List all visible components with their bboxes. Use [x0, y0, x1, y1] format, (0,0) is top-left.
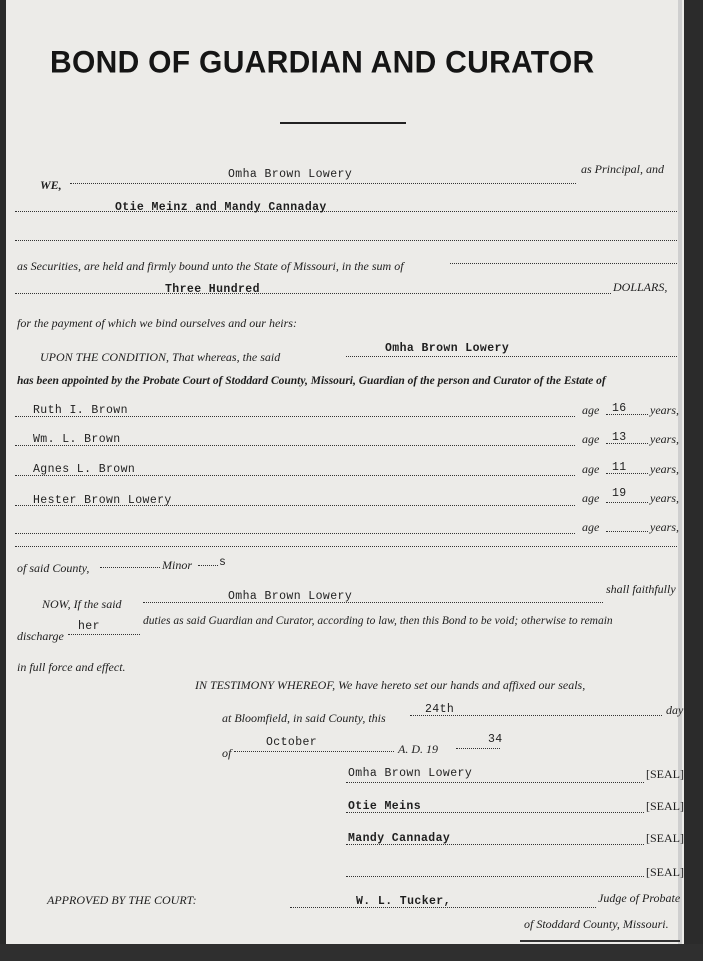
- principal-line: [70, 183, 576, 184]
- scan-edge-right: [684, 0, 703, 961]
- sum-line: [15, 293, 611, 294]
- blank-line-2: [15, 546, 677, 547]
- age-label-1: age: [582, 403, 600, 417]
- condition-text: UPON THE CONDITION, That whereas, the said: [40, 350, 281, 364]
- bottom-rule: [520, 940, 680, 942]
- years-label-4: years,: [650, 491, 679, 505]
- signature-1: Omha Brown Lowery: [348, 767, 473, 780]
- appointed-text: has been appointed by the Probate Court of Stoddard County, Missouri, Guardian of the person and Curator of the Estate of: [17, 375, 606, 387]
- now-said-name: Omha Brown Lowery: [228, 590, 353, 603]
- years-label-5: years,: [650, 520, 679, 534]
- testimony-text: IN TESTIMONY WHEREOF, We have hereto set our hands and affixed our seals,: [195, 678, 586, 692]
- minor-name-4: Hester Brown Lowery: [33, 494, 172, 507]
- minor-age-2: 13: [612, 431, 627, 444]
- sum-line-top: [450, 263, 677, 264]
- duties-text: duties as said Guardian and Curator, according to law, then this Bond to be void; otherwise to remain: [143, 615, 613, 627]
- day-value: 24th: [425, 703, 455, 716]
- shall-faithfully: shall faithfully: [606, 582, 676, 596]
- scan-edge-bottom: [0, 944, 703, 961]
- title-rule: [280, 122, 406, 124]
- as-principal-label: as Principal, and: [581, 162, 664, 176]
- minor-age-3: 11: [612, 461, 627, 474]
- we-label: WE,: [40, 178, 62, 192]
- discharge-label: discharge: [17, 629, 64, 643]
- minor-age-4: 19: [612, 487, 627, 500]
- blank-line-1: [15, 240, 677, 241]
- of-label: of: [222, 746, 232, 760]
- years-label-1: years,: [650, 403, 679, 417]
- age-label-2: age: [582, 432, 600, 446]
- minor-line-5: [15, 533, 575, 534]
- signature-line-4: [346, 876, 644, 877]
- minor-age-1: 16: [612, 402, 627, 415]
- age-label-4: age: [582, 491, 600, 505]
- scan-edge-right-light: [678, 0, 682, 961]
- day-label: day: [666, 703, 684, 717]
- securities-text: as Securities, are held and firmly bound unto the State of Missouri, in the sum of: [17, 259, 404, 273]
- said-line: [346, 356, 677, 357]
- at-bloomfield-text: at Bloomfield, in said County, this: [222, 711, 386, 725]
- month-line: [234, 751, 394, 752]
- county-text: of Stoddard County, Missouri.: [524, 917, 669, 931]
- signature-line-1: [346, 782, 644, 783]
- now-said-line: [143, 602, 603, 603]
- seal-label-1: [SEAL]: [646, 767, 684, 781]
- ad-label: A. D. 19: [398, 742, 438, 756]
- signature-2: Otie Meins: [348, 800, 422, 813]
- seal-label-2: [SEAL]: [646, 799, 684, 813]
- full-force-text: in full force and effect.: [17, 660, 126, 674]
- signature-3: Mandy Cannaday: [348, 832, 451, 845]
- judge-name: W. L. Tucker,: [356, 895, 451, 908]
- age-line-5: [606, 531, 648, 532]
- scan-edge-left: [0, 0, 6, 961]
- approved-text: APPROVED BY THE COURT:: [47, 893, 197, 907]
- securities-names: Otie Meinz and Mandy Cannaday: [115, 201, 327, 214]
- minor-suffix: s: [219, 556, 227, 569]
- minor-suffix-line: [198, 565, 218, 566]
- seal-label-4: [SEAL]: [646, 865, 684, 879]
- seal-label-3: [SEAL]: [646, 831, 684, 845]
- payment-text: for the payment of which we bind ourselves and our heirs:: [17, 316, 297, 330]
- judge-text: Judge of Probate: [598, 891, 681, 905]
- now-text: NOW, If the said: [42, 597, 122, 611]
- pronoun-line: [68, 634, 140, 635]
- years-label-3: years,: [650, 462, 679, 476]
- minor-name-2: Wm. L. Brown: [33, 433, 121, 446]
- minor-name-3: Agnes L. Brown: [33, 463, 136, 476]
- of-said-county: of said County,: [17, 561, 90, 575]
- said-name: Omha Brown Lowery: [385, 342, 510, 355]
- dollars-label: DOLLARS,: [613, 280, 668, 294]
- principal-name: Omha Brown Lowery: [228, 168, 353, 181]
- month-value: October: [266, 736, 318, 749]
- sum-value: Three Hundred: [165, 283, 260, 296]
- county-line: [100, 567, 160, 568]
- document-title: BOND OF GUARDIAN AND CURATOR: [50, 45, 595, 80]
- pronoun-value: her: [78, 620, 100, 633]
- age-label-5: age: [582, 520, 600, 534]
- minor-name-1: Ruth I. Brown: [33, 404, 128, 417]
- age-line-4: [606, 502, 648, 503]
- year-line: [456, 748, 500, 749]
- years-label-2: years,: [650, 432, 679, 446]
- year-value: 34: [488, 733, 503, 746]
- minor-label: Minor: [162, 558, 192, 572]
- age-label-3: age: [582, 462, 600, 476]
